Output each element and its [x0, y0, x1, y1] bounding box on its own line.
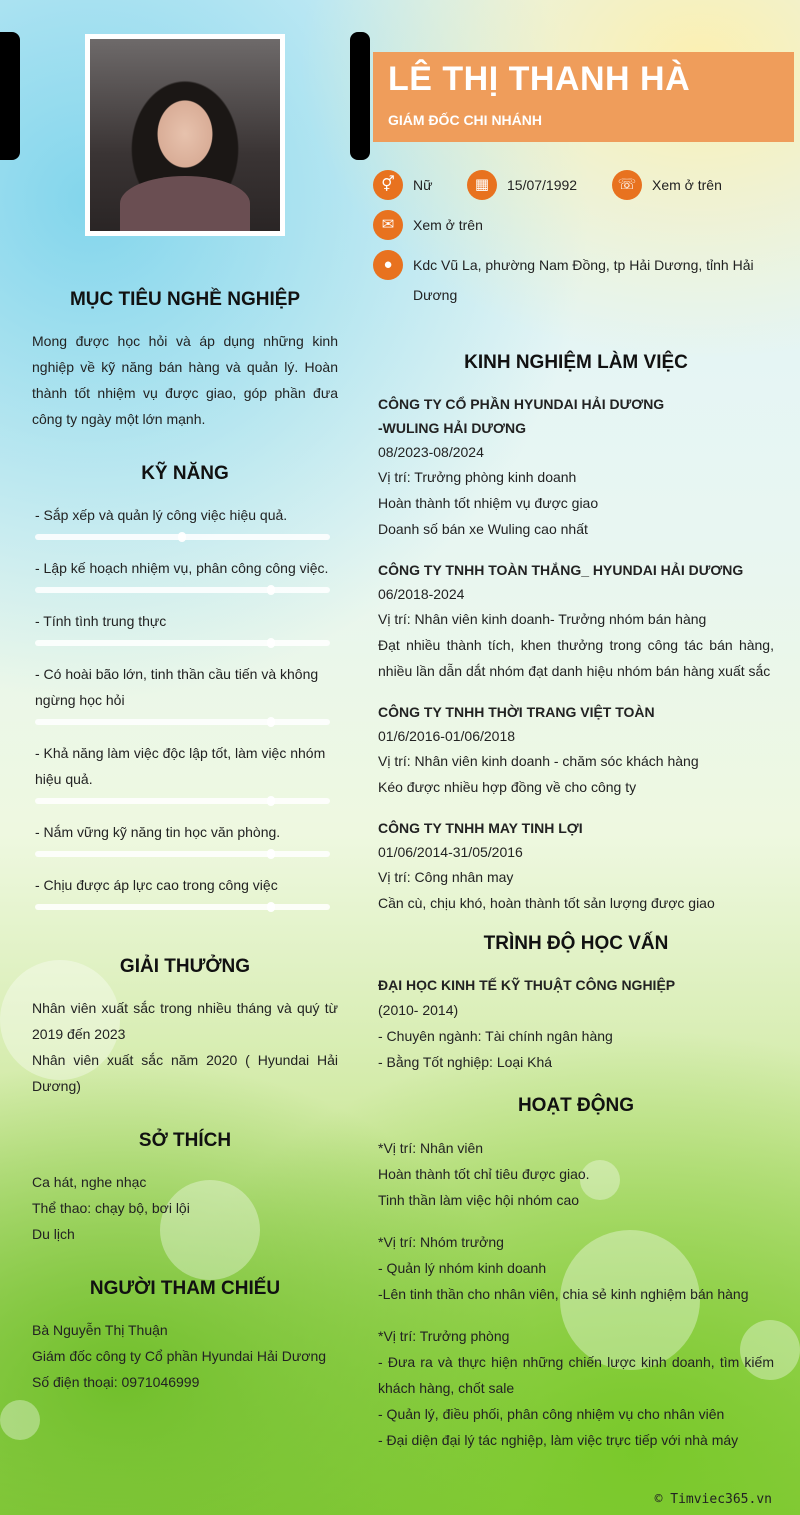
experience-entry — [378, 816, 774, 916]
company-name: CÔNG TY TNHH MAY TINH LỢI — [378, 820, 583, 836]
job-detail: Cần cù, chịu khó, hoàn thành tốt sản lượng được giao — [378, 895, 715, 911]
job-detail: Hoàn thành tốt nhiệm vụ được giao — [378, 495, 599, 511]
skill-level — [178, 532, 186, 542]
job-detail: Vị trí: Trưởng phòng kinh doanh — [378, 469, 577, 485]
skill-item: - Tính tình trung thực — [35, 613, 167, 629]
address-line1: Kdc Vũ La, phường Nam Đồng, tp Hải Dương, tỉnh Hải — [413, 257, 754, 273]
footer-watermark: © Timviec365.vn — [654, 1492, 772, 1507]
activity-line: *Vị trí: Trưởng phòng — [378, 1328, 510, 1344]
activity-line: - Đại diện đại lý tác nghiệp, làm việc trực tiếp với nhà máy — [378, 1432, 739, 1448]
skill-item: - Có hoài bão lớn, tinh thần cầu tiến và không — [35, 666, 319, 682]
skill-item: - Sắp xếp và quản lý công việc hiệu quả. — [35, 507, 288, 523]
address-line2: Dương — [413, 287, 458, 303]
hobby-item: Thể thao: chạy bộ, bơi lội — [32, 1200, 190, 1216]
activity-line: - Quản lý, điều phối, phân công nhiệm vụ cho nhân viên — [378, 1406, 725, 1422]
name-banner — [373, 52, 794, 142]
experience-entry — [378, 558, 774, 684]
photo-shoulders — [120, 176, 250, 231]
skill-bar — [35, 640, 330, 646]
location-icon: ● — [373, 250, 403, 280]
award-item: Nhân viên xuất sắc trong nhiều tháng và quý từ 2019 đến 2023 — [32, 1000, 338, 1042]
skill-item: - Khả năng làm việc độc lập tốt, làm việc nhóm — [35, 745, 326, 761]
experience-title: KINH NGHIỆM LÀM VIỆC — [464, 352, 688, 373]
skill-item: hiệu quả. — [35, 771, 93, 787]
phone-value: Xem ở trên — [652, 177, 722, 193]
skill-item: - Lập kế hoạch nhiệm vụ, phân công công việc. — [35, 560, 329, 576]
bokeh-decoration — [0, 1400, 40, 1440]
activity-group — [378, 1135, 774, 1213]
skill-level — [267, 849, 275, 859]
job-period: 01/6/2016-01/06/2018 — [378, 728, 516, 744]
company-name: CÔNG TY CỔ PHẦN HYUNDAI HẢI DƯƠNG — [378, 396, 665, 412]
awards-title: GIẢI THƯỞNG — [119, 956, 251, 977]
gender-value: Nữ — [413, 177, 433, 193]
skill-level — [267, 585, 275, 595]
decorative-tab-right — [350, 32, 370, 160]
activity-line: - Đưa ra và thực hiện những chiến lược kinh doanh, tìm kiếm khách hàng, chốt sale — [378, 1354, 774, 1396]
job-detail: Vị trí: Nhân viên kinh doanh- Trưởng nhóm bán hàng — [378, 611, 707, 627]
hobbies-title: SỞ THÍCH — [138, 1130, 232, 1151]
skill-bar — [35, 904, 330, 910]
education-entry — [378, 973, 774, 1075]
activity-group — [378, 1323, 774, 1453]
activities-title: HOẠT ĐỘNG — [517, 1095, 635, 1116]
skill-item: ngừng học hỏi — [35, 692, 125, 708]
experience-entry — [378, 700, 774, 800]
job-period: 01/06/2014-31/05/2016 — [378, 844, 523, 860]
calendar-icon: ▦ — [467, 170, 497, 200]
objective-title: MỤC TIÊU NGHỀ NGHIỆP — [69, 289, 301, 310]
avatar — [90, 39, 280, 231]
job-detail: Đạt nhiều thành tích, khen thưởng trong công tác bán hàng, nhiều lần dẫn dắt nhóm đạt danh hiệu nhóm bán hàng xuất sắc — [378, 637, 774, 679]
school-name: ĐẠI HỌC KINH TẾ KỸ THUẬT CÔNG NGHIỆP — [378, 977, 676, 993]
activity-line: Tinh thần làm việc hội nhóm cao — [378, 1192, 580, 1208]
skill-item: - Nắm vững kỹ năng tin học văn phòng. — [35, 824, 281, 840]
hobby-item: Du lịch — [32, 1226, 75, 1242]
skill-bar — [35, 587, 330, 593]
reference-item: Số điện thoại: 0971046999 — [32, 1374, 200, 1390]
activity-line: - Quản lý nhóm kinh doanh — [378, 1260, 547, 1276]
education-detail: - Bằng Tốt nghiệp: Loại Khá — [378, 1054, 553, 1070]
candidate-name: LÊ THỊ THANH HÀ — [388, 60, 691, 98]
activity-line: Hoàn thành tốt chỉ tiêu được giao. — [378, 1166, 590, 1182]
profile-photo — [85, 34, 285, 236]
skill-level — [267, 796, 275, 806]
skills-title: KỸ NĂNG — [141, 463, 229, 484]
skill-item: - Chịu được áp lực cao trong công việc — [35, 877, 278, 893]
skill-level — [267, 717, 275, 727]
references-title: NGƯỜI THAM CHIẾU — [89, 1278, 281, 1299]
job-detail: Vị trí: Công nhân may — [378, 869, 514, 885]
job-title: GIÁM ĐỐC CHI NHÁNH — [388, 112, 542, 128]
education-detail: (2010- 2014) — [378, 1002, 459, 1018]
skill-level — [267, 902, 275, 912]
job-detail: Vị trí: Nhân viên kinh doanh - chăm sóc khách hàng — [378, 753, 699, 769]
birthdate-value: 15/07/1992 — [507, 177, 578, 193]
skill-bar — [35, 534, 330, 540]
company-name: -WULING HẢI DƯƠNG — [378, 420, 526, 436]
reference-item: Bà Nguyễn Thị Thuận — [32, 1322, 168, 1338]
job-detail: Doanh số bán xe Wuling cao nhất — [378, 521, 588, 537]
activity-group — [378, 1229, 774, 1307]
gender-icon: ⚥ — [373, 170, 403, 200]
activity-line: *Vị trí: Nhóm trưởng — [378, 1234, 504, 1250]
hobby-item: Ca hát, nghe nhạc — [32, 1174, 147, 1190]
email-icon: ✉ — [373, 210, 403, 240]
job-period: 08/2023-08/2024 — [378, 444, 484, 460]
award-item: Nhân viên xuất sắc năm 2020 ( Hyundai Hải Dương) — [32, 1052, 338, 1094]
company-name: CÔNG TY TNHH TOÀN THẮNG_ HYUNDAI HẢI DƯƠNG — [378, 562, 744, 578]
email-value: Xem ở trên — [413, 217, 483, 233]
reference-item: Giám đốc công ty Cổ phần Hyundai Hải Dương — [32, 1348, 327, 1364]
company-name: CÔNG TY TNHH THỜI TRANG VIỆT TOÀN — [378, 704, 655, 720]
job-detail: Kéo được nhiều hợp đồng về cho công ty — [378, 779, 637, 795]
skill-bar — [35, 851, 330, 857]
education-title: TRÌNH ĐỘ HỌC VẤN — [483, 933, 669, 954]
objective-text: Mong được học hỏi và áp dụng những kinh nghiệp về kỹ năng bán hàng và quản lý. Hoàn thành tốt nhiệm vụ được giao, góp phần đưa công ty ngày một lớn mạnh. — [32, 333, 338, 427]
skill-bar — [35, 719, 330, 725]
decorative-tab-left — [0, 32, 20, 160]
job-period: 06/2018-2024 — [378, 586, 465, 602]
skill-bar — [35, 798, 330, 804]
phone-icon: ☏ — [612, 170, 642, 200]
experience-entry — [378, 392, 774, 542]
activity-line: -Lên tinh thần cho nhân viên, chia sẻ kinh nghiệm bán hàng — [378, 1286, 749, 1302]
skill-level — [267, 638, 275, 648]
activity-line: *Vị trí: Nhân viên — [378, 1140, 484, 1156]
education-detail: - Chuyên ngành: Tài chính ngân hàng — [378, 1028, 613, 1044]
